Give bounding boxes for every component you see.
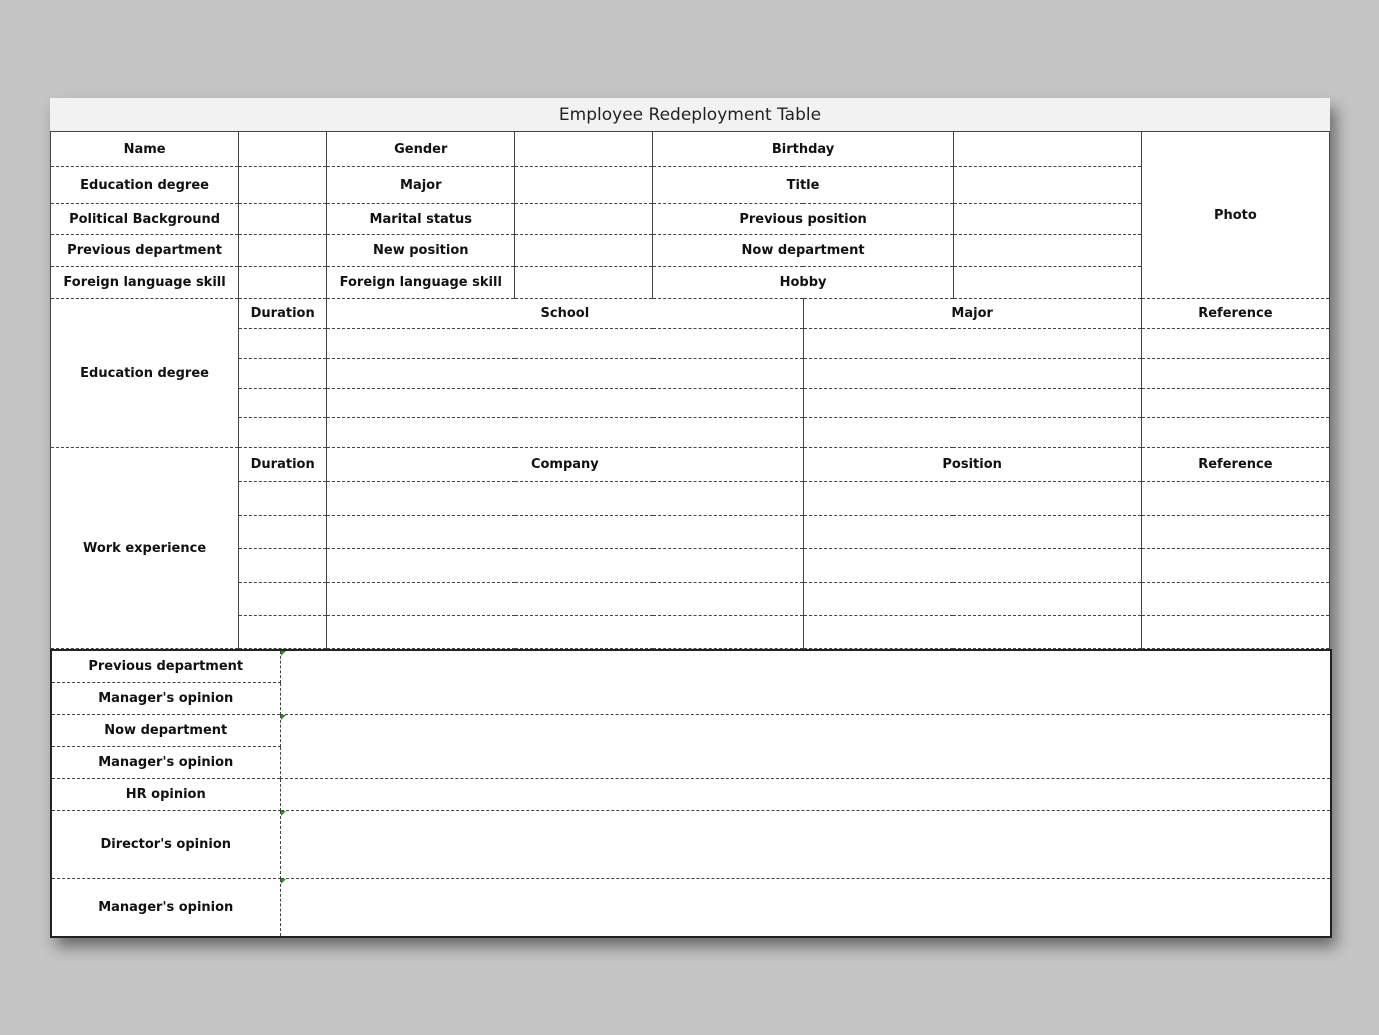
- work-company-cell[interactable]: [327, 516, 803, 549]
- work-company-cell[interactable]: [327, 616, 803, 649]
- label-political-background: Political Background: [51, 204, 239, 235]
- education-major-cell[interactable]: [803, 329, 1141, 359]
- education-school-cell[interactable]: [327, 418, 803, 448]
- education-row: [51, 389, 1330, 418]
- value-previous-position[interactable]: [953, 204, 1141, 235]
- work-reference-cell[interactable]: [1141, 549, 1329, 583]
- education-duration-cell[interactable]: [239, 359, 327, 389]
- label-name: Name: [51, 132, 239, 167]
- final-manager-opinion-field[interactable]: [280, 878, 1331, 937]
- label-new-position: New position: [327, 235, 515, 267]
- value-foreign-language-skill[interactable]: [239, 267, 327, 299]
- work-header-reference: Reference: [1141, 448, 1329, 482]
- education-reference-cell[interactable]: [1141, 329, 1329, 359]
- work-company-cell[interactable]: [327, 549, 803, 583]
- value-major[interactable]: [515, 167, 653, 204]
- label-education-degree: Education degree: [51, 167, 239, 204]
- education-school-cell[interactable]: [327, 389, 803, 418]
- work-header-duration: Duration: [239, 448, 327, 482]
- work-section-label: Work experience: [51, 448, 239, 649]
- education-reference-cell[interactable]: [1141, 389, 1329, 418]
- education-duration-cell[interactable]: [239, 389, 327, 418]
- value-hobby[interactable]: [953, 267, 1141, 299]
- work-duration-cell[interactable]: [239, 583, 327, 616]
- value-gender[interactable]: [515, 132, 653, 167]
- value-education-degree[interactable]: [239, 167, 327, 204]
- work-duration-cell[interactable]: [239, 549, 327, 583]
- opinions-table: [50, 649, 1332, 938]
- work-position-cell[interactable]: [803, 516, 1141, 549]
- label-previous-department: Previous department: [51, 235, 239, 267]
- hr-opinion-field[interactable]: [280, 778, 1331, 810]
- employee-redeployment-sheet: [50, 98, 1330, 937]
- work-reference-cell[interactable]: [1141, 516, 1329, 549]
- education-duration-cell[interactable]: [239, 418, 327, 448]
- work-reference-cell[interactable]: [1141, 616, 1329, 649]
- work-header-position: Position: [803, 448, 1141, 482]
- previous-department-opinion-field[interactable]: [280, 650, 1331, 714]
- work-position-cell[interactable]: [803, 482, 1141, 516]
- work-row: [51, 583, 1330, 616]
- label-birthday: Birthday: [653, 132, 953, 167]
- label-previous-department-opinion: Previous department: [51, 650, 280, 682]
- work-row: [51, 482, 1330, 516]
- education-header-duration: Duration: [239, 299, 327, 329]
- sheet-title: Employee Redeployment Table: [50, 98, 1330, 132]
- cell-comment-marker-icon: [281, 879, 286, 884]
- work-position-cell[interactable]: [803, 583, 1141, 616]
- work-duration-cell[interactable]: [239, 616, 327, 649]
- education-major-cell[interactable]: [803, 359, 1141, 389]
- value-title[interactable]: [953, 167, 1141, 204]
- education-school-cell[interactable]: [327, 359, 803, 389]
- work-reference-cell[interactable]: [1141, 482, 1329, 516]
- value-previous-department[interactable]: [239, 235, 327, 267]
- work-reference-cell[interactable]: [1141, 583, 1329, 616]
- label-gender: Gender: [327, 132, 515, 167]
- cell-comment-marker-icon: [281, 715, 286, 720]
- label-now-manager-opinion: Manager's opinion: [51, 746, 280, 778]
- education-row: [51, 329, 1330, 359]
- education-major-cell[interactable]: [803, 418, 1141, 448]
- label-title: Title: [653, 167, 953, 204]
- value-marital-status[interactable]: [515, 204, 653, 235]
- value-foreign-language-skill-2[interactable]: [515, 267, 653, 299]
- work-company-cell[interactable]: [327, 583, 803, 616]
- education-reference-cell[interactable]: [1141, 418, 1329, 448]
- personal-info-table: [50, 131, 1330, 649]
- education-school-cell[interactable]: [327, 329, 803, 359]
- label-hobby: Hobby: [653, 267, 953, 299]
- education-header-major: Major: [803, 299, 1141, 329]
- value-now-department[interactable]: [953, 235, 1141, 267]
- work-position-cell[interactable]: [803, 549, 1141, 583]
- cell-comment-marker-icon: [281, 811, 286, 816]
- work-row: [51, 549, 1330, 583]
- label-marital-status: Marital status: [327, 204, 515, 235]
- work-position-cell[interactable]: [803, 616, 1141, 649]
- now-department-opinion-field[interactable]: [280, 714, 1331, 778]
- education-duration-cell[interactable]: [239, 329, 327, 359]
- value-political-background[interactable]: [239, 204, 327, 235]
- value-new-position[interactable]: [515, 235, 653, 267]
- label-hr-opinion: HR opinion: [51, 778, 280, 810]
- education-row: [51, 359, 1330, 389]
- value-birthday[interactable]: [953, 132, 1141, 167]
- director-opinion-field[interactable]: [280, 810, 1331, 878]
- label-final-manager-opinion: Manager's opinion: [51, 878, 280, 937]
- label-now-department: Now department: [653, 235, 953, 267]
- label-foreign-language-skill: Foreign language skill: [51, 267, 239, 299]
- work-company-cell[interactable]: [327, 482, 803, 516]
- label-previous-position: Previous position: [653, 204, 953, 235]
- label-director-opinion: Director's opinion: [51, 810, 280, 878]
- education-row: [51, 418, 1330, 448]
- work-row: [51, 616, 1330, 649]
- education-header-reference: Reference: [1141, 299, 1329, 329]
- label-previous-manager-opinion: Manager's opinion: [51, 682, 280, 714]
- label-major: Major: [327, 167, 515, 204]
- education-section-label: Education degree: [51, 299, 239, 448]
- education-header-school: School: [327, 299, 803, 329]
- education-reference-cell[interactable]: [1141, 359, 1329, 389]
- work-duration-cell[interactable]: [239, 516, 327, 549]
- work-header-company: Company: [327, 448, 803, 482]
- education-major-cell[interactable]: [803, 389, 1141, 418]
- photo-cell[interactable]: Photo: [1141, 132, 1329, 299]
- value-name[interactable]: [239, 132, 327, 167]
- cell-comment-marker-icon: [281, 651, 286, 656]
- work-row: [51, 516, 1330, 549]
- work-duration-cell[interactable]: [239, 482, 327, 516]
- label-foreign-language-skill-2: Foreign language skill: [327, 267, 515, 299]
- label-now-department-opinion: Now department: [51, 714, 280, 746]
